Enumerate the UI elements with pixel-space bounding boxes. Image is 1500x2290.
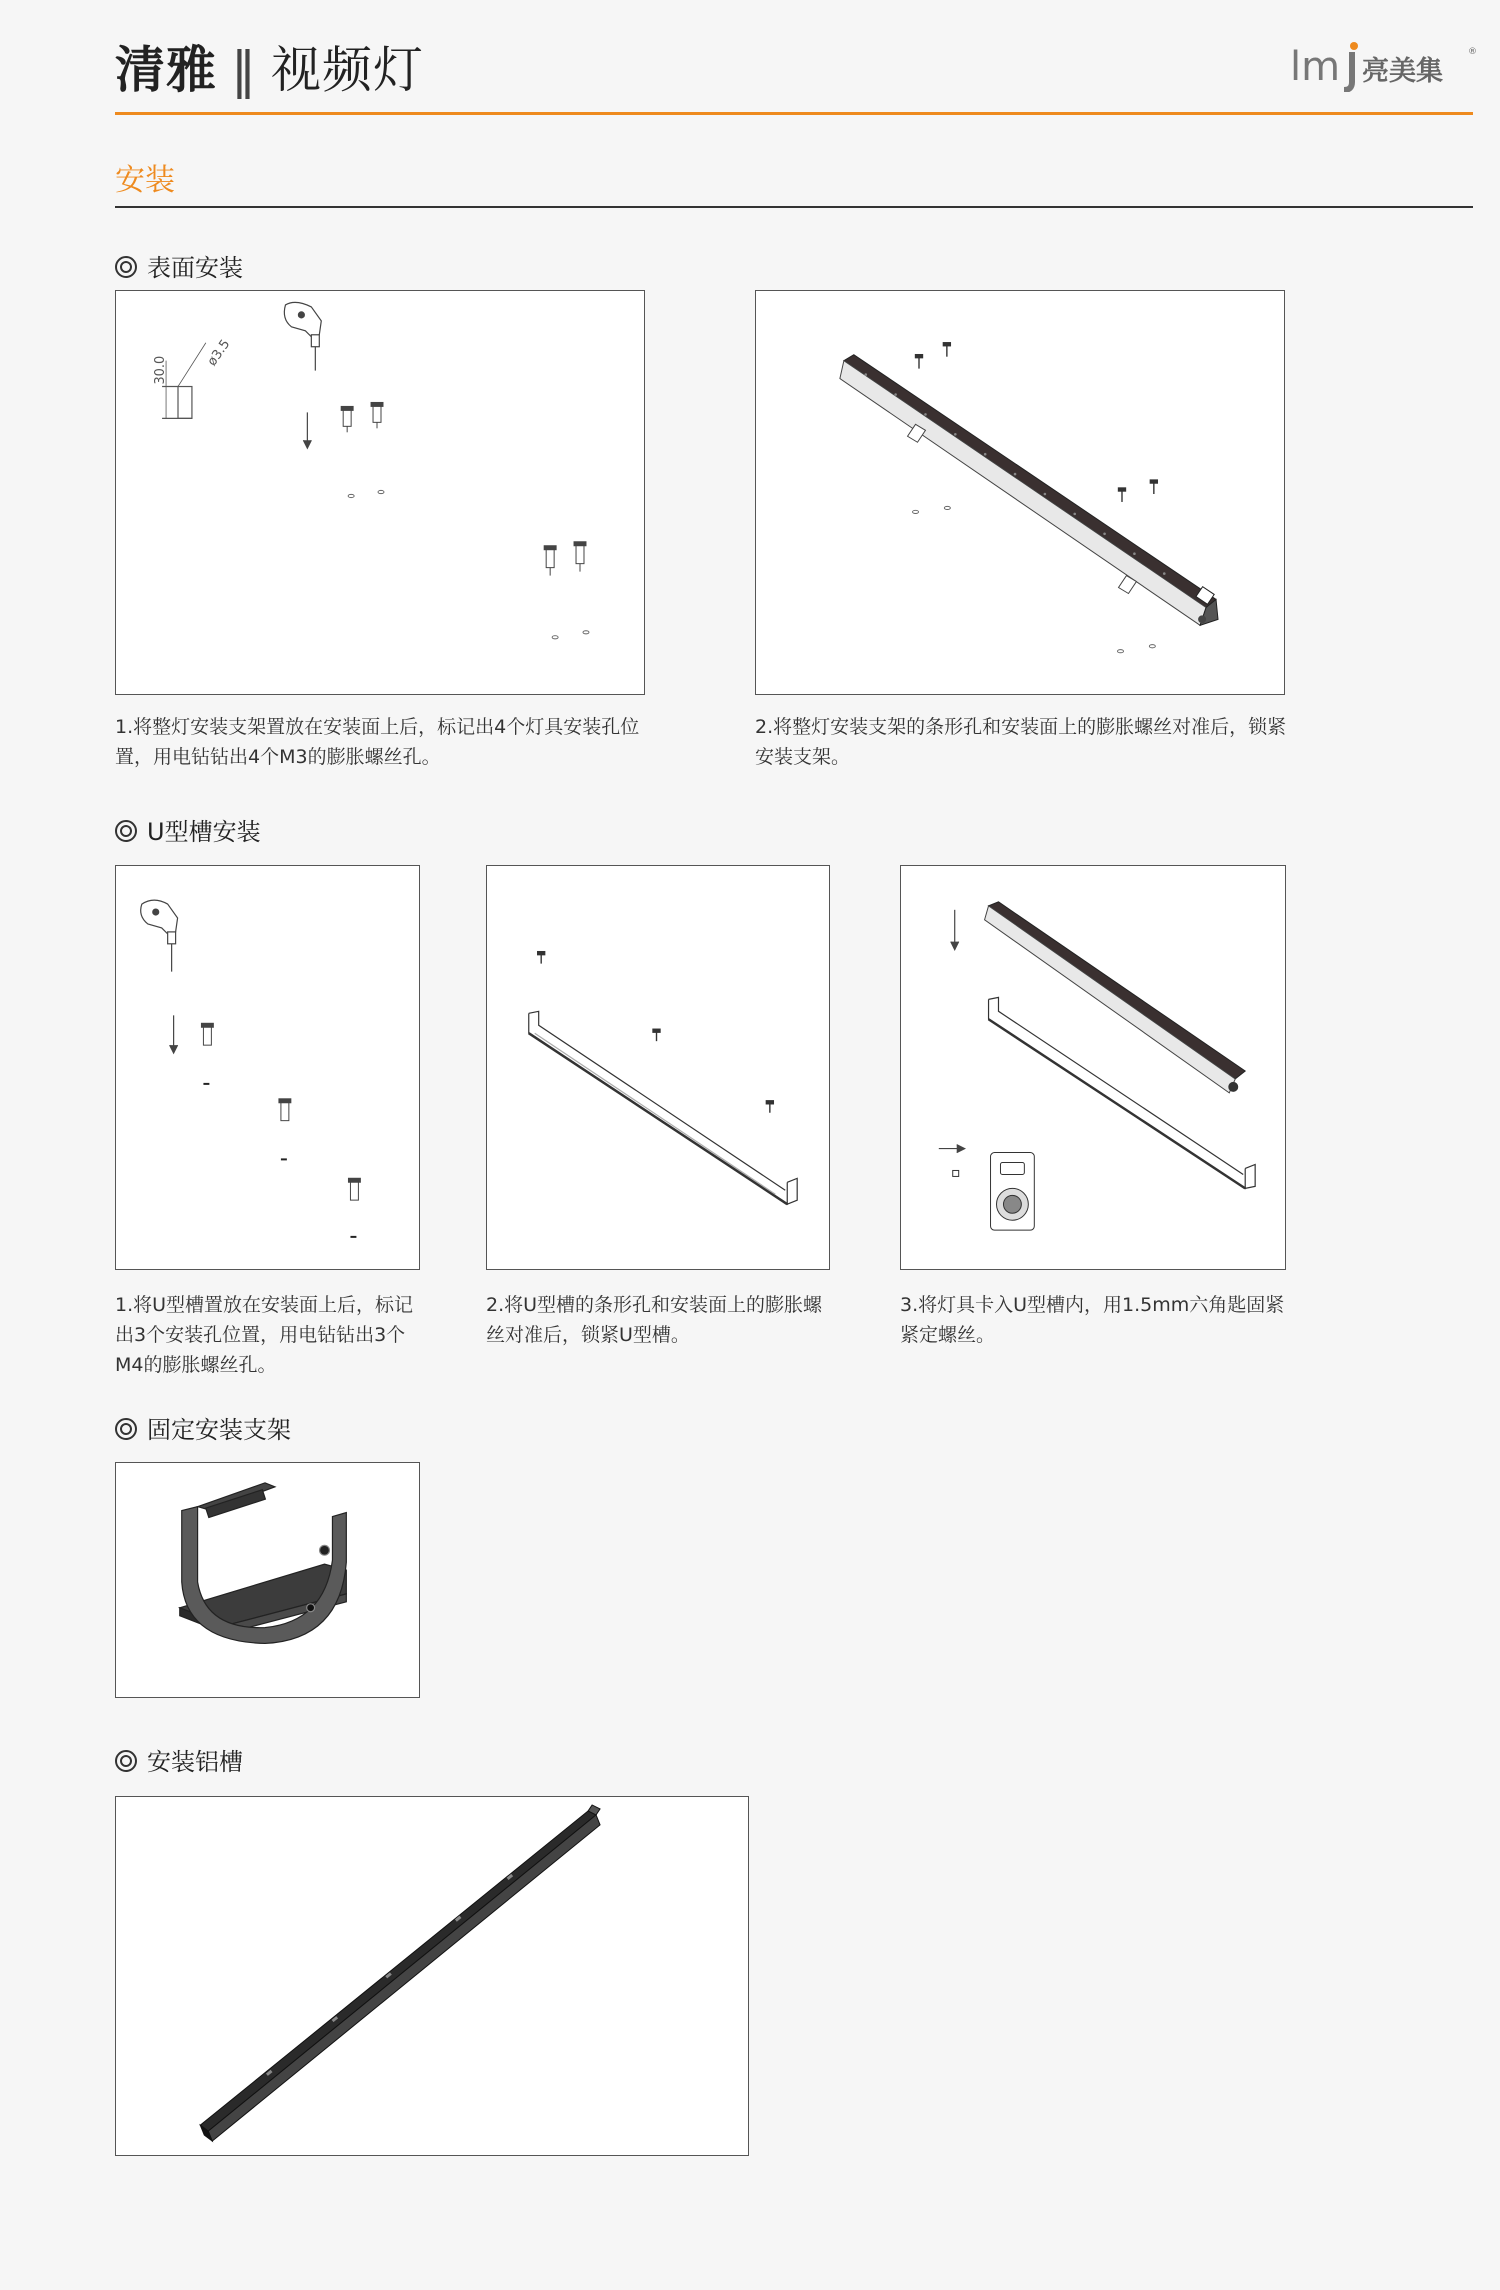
anchor-icon [341,402,383,432]
arrow-down-icon [951,910,959,950]
title-sub: 视频灯 [271,41,424,99]
bracket-figure [115,1462,420,1698]
screw-icon [538,952,774,1113]
rail-figure [115,1796,749,2156]
title-main: 清雅 [115,41,217,99]
drill-icon [284,302,321,370]
dim-hole-label: ø3.5 [204,336,234,369]
surface-step2-figure [755,290,1285,695]
page-title [115,30,424,102]
arrow-down-icon [170,1015,178,1053]
surface-step2-caption: 2.将整灯安装支架的条形孔和安装面上的膨胀螺丝对准后，锁紧安装支架。 [755,716,1287,768]
svg-text:®: ® [1468,47,1477,57]
arrow-down-icon [303,412,311,448]
uslot-step1-figure [115,865,420,1270]
uslot-heading: U型槽安装 [115,812,261,847]
brand-logo [1290,40,1480,92]
section-rule [115,206,1473,208]
ring-icon [115,256,137,278]
surface-step1-caption: 1.将整灯安装支架置放在安装面上后，标记出4个灯具安装孔位置，用电钻钻出4个M3的膨胀螺丝孔。 [115,716,640,768]
end-cap [991,1153,1035,1231]
surface-step1-figure [115,290,645,695]
surface-heading: 表面安装 [115,248,243,283]
svg-text:亮美集: 亮美集 [1362,56,1443,87]
anchor-icon [201,1023,360,1200]
bracket-heading: 固定安装支架 [115,1410,291,1445]
section-title: 安装 [115,163,175,198]
ring-icon [115,1750,137,1772]
rail-heading: 安装铝槽 [115,1742,243,1777]
uslot-step2-figure [486,865,830,1270]
uslot-step2-caption: 2.将U型槽的条形孔和安装面上的膨胀螺丝对准后，锁紧U型槽。 [486,1294,823,1346]
ring-icon [115,1418,137,1440]
uslot-step3-figure [900,865,1286,1270]
drill-icon [141,900,178,972]
uslot-step1-caption: 1.将U型槽置放在安装面上后，标记出3个安装孔位置，用电钻钻出3个M4的膨胀螺丝孔。 [115,1294,414,1376]
uslot-step3-caption: 3.将灯具卡入U型槽内，用1.5mm六角匙固紧紧定螺丝。 [900,1294,1285,1346]
dim-height-label: 30.0 [153,355,169,385]
ring-icon [115,820,137,842]
title-separator: ‖ [231,41,257,99]
svg-text:lm: lm [1290,44,1341,90]
header-rule [115,112,1473,115]
